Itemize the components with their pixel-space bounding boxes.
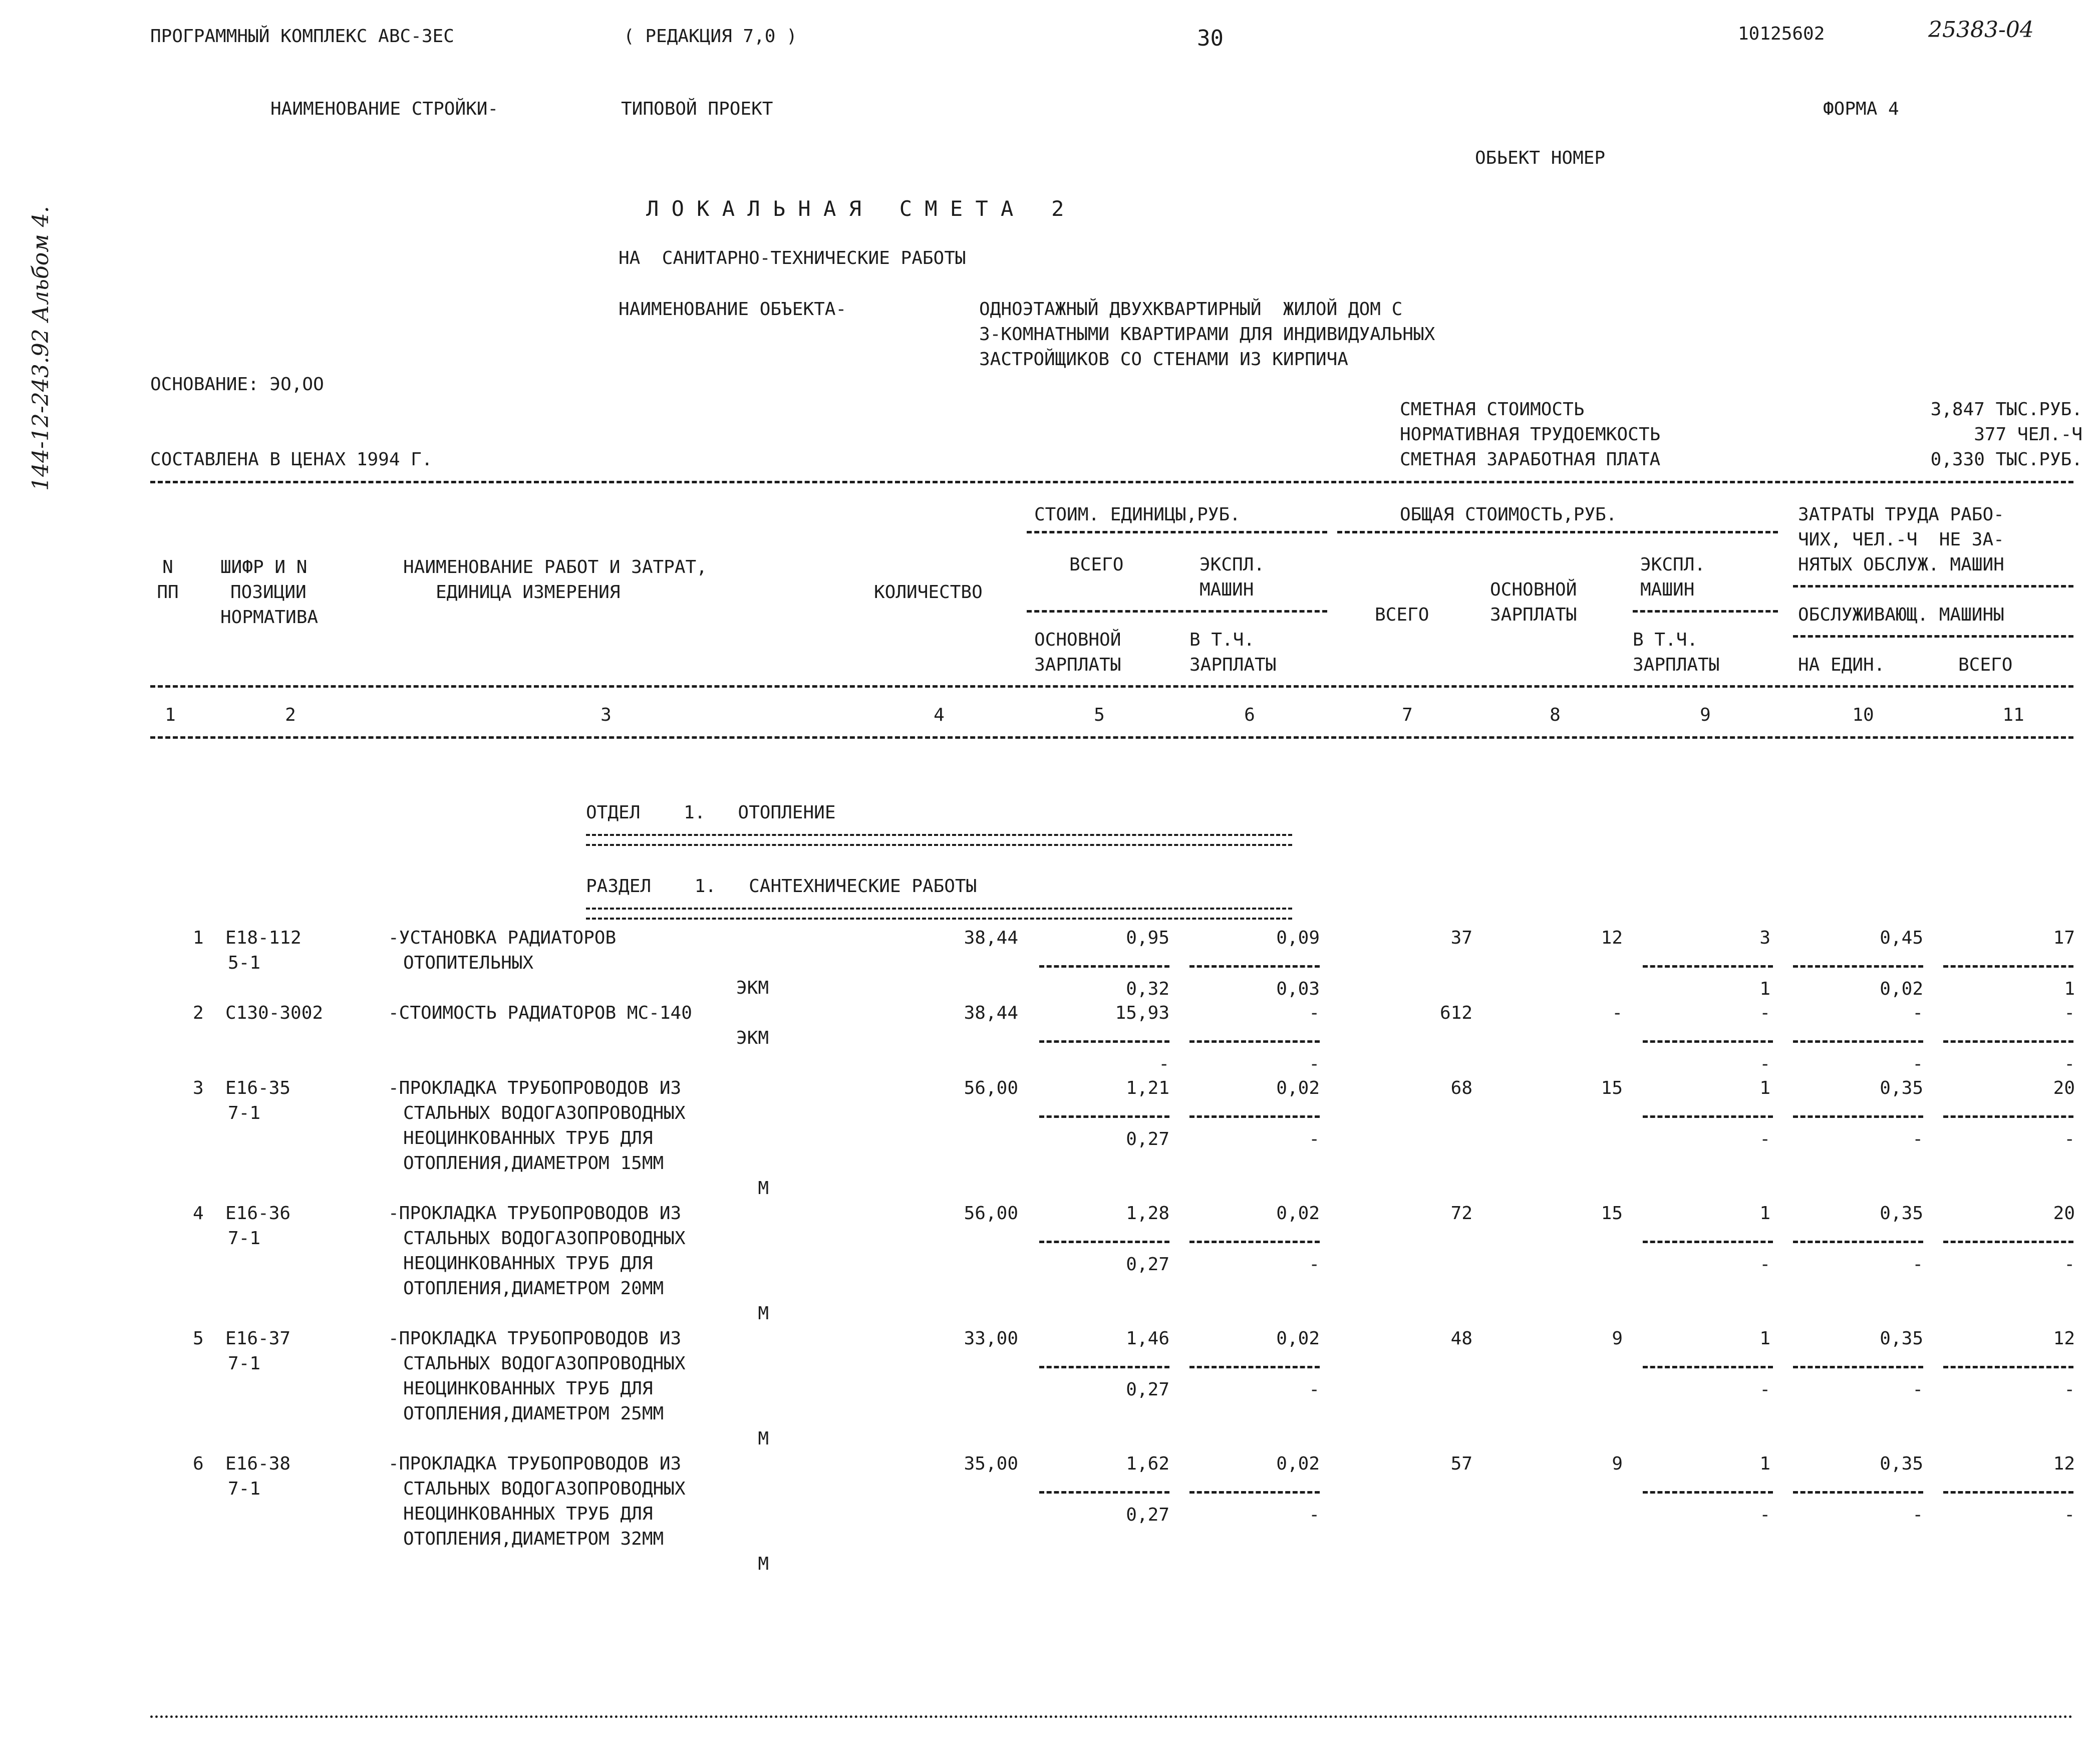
row-total-mach: 1 xyxy=(1759,1328,1770,1349)
row-code: Е18-112 xyxy=(225,928,302,948)
row-unit: ЭКМ xyxy=(736,1028,769,1048)
row-unit-basic: 0,27 xyxy=(1126,1254,1169,1275)
col-code-label-2: ПОЗИЦИИ xyxy=(230,582,307,603)
row-total-basic: 9 xyxy=(1612,1328,1623,1349)
row-total-incl: - xyxy=(1759,1254,1770,1275)
col-unit-mach-label-2: МАШИН xyxy=(1199,579,1254,600)
col-unit-total-label: ВСЕГО xyxy=(1069,554,1124,575)
row-number: 4 xyxy=(193,1203,204,1224)
row-qty: 35,00 xyxy=(964,1453,1018,1474)
row-unit-mach: 0,02 xyxy=(1276,1328,1320,1349)
row-total-incl: - xyxy=(1759,1054,1770,1074)
department-heading: ОТДЕЛ 1. ОТОПЛЕНИЕ xyxy=(586,802,836,823)
col-number-3: 3 xyxy=(601,705,612,725)
page-title: Л О К А Л Ь Н А Я С М Е Т А 2 xyxy=(646,196,1064,221)
col-number-4: 4 xyxy=(934,705,945,725)
row-unit-incl: - xyxy=(1309,1054,1320,1074)
row-unit-mach: - xyxy=(1309,1003,1320,1023)
col-labor-label-1: ЗАТРАТЫ ТРУДА РАБО- xyxy=(1798,504,2004,525)
row-code-sub: 7-1 xyxy=(228,1228,261,1249)
row-divider xyxy=(1039,1491,1169,1494)
row-code: Е16-37 xyxy=(225,1328,291,1349)
row-divider xyxy=(1643,965,1773,968)
row-name-line: СТАЛЬНЫХ ВОДОГАЗОПРОВОДНЫХ xyxy=(403,1228,686,1249)
row-unit-basic: 0,27 xyxy=(1126,1379,1169,1400)
row-name-line: -УСТАНОВКА РАДИАТОРОВ xyxy=(388,928,617,948)
row-total: 72 xyxy=(1450,1203,1472,1224)
edition: ( РЕДАКЦИЯ 7,0 ) xyxy=(624,26,797,47)
col-number-5: 5 xyxy=(1094,705,1105,725)
row-code: Е16-35 xyxy=(225,1078,291,1098)
col-n-label: N xyxy=(162,557,173,577)
col-total-incl-label-1: В Т.Ч. xyxy=(1633,630,1698,650)
row-labor-unit-sub: - xyxy=(1912,1254,1923,1275)
row-labor-unit-sub: - xyxy=(1912,1054,1923,1074)
row-labor-total: 20 xyxy=(2053,1078,2075,1098)
side-note: 144-12-243.92 Альбом 4. xyxy=(28,206,54,491)
row-name-line: НЕОЦИНКОВАННЫХ ТРУБ ДЛЯ xyxy=(403,1253,653,1274)
row-labor-total-sub: - xyxy=(2064,1254,2075,1275)
row-name-line: ОТОПЛЕНИЯ,ДИАМЕТРОМ 15ММ xyxy=(403,1153,664,1174)
row-unit-mach: 0,09 xyxy=(1276,928,1320,948)
col-total-incl-label-2: ЗАРПЛАТЫ xyxy=(1633,655,1720,675)
row-divider xyxy=(1643,1491,1773,1494)
row-name-line: НЕОЦИНКОВАННЫХ ТРУБ ДЛЯ xyxy=(403,1378,653,1399)
row-number: 1 xyxy=(193,928,204,948)
row-code: С130-3002 xyxy=(225,1003,324,1023)
row-total-mach: 1 xyxy=(1759,1078,1770,1098)
row-unit-cost: 0,95 xyxy=(1126,928,1169,948)
row-total-basic: 9 xyxy=(1612,1453,1623,1474)
object-label: НАИМЕНОВАНИЕ ОБЪЕКТА- xyxy=(619,299,847,320)
razdel-underline xyxy=(586,908,1292,920)
row-unit: М xyxy=(758,1554,769,1574)
construction-label: НАИМЕНОВАНИЕ СТРОЙКИ- xyxy=(270,99,499,119)
row-divider xyxy=(1189,965,1320,968)
row-unit-mach: 0,02 xyxy=(1276,1203,1320,1224)
row-qty: 56,00 xyxy=(964,1078,1018,1098)
col-number-11: 11 xyxy=(2002,705,2024,725)
row-total-incl: - xyxy=(1759,1505,1770,1525)
row-code-sub: 7-1 xyxy=(228,1103,261,1123)
row-labor-total: 17 xyxy=(2053,928,2075,948)
summary-label-2: НОРМАТИВНАЯ ТРУДОЕМКОСТЬ xyxy=(1400,424,1661,445)
row-total-basic: 15 xyxy=(1601,1078,1623,1098)
page-number: 30 xyxy=(1197,26,1224,51)
row-divider xyxy=(1943,1241,2073,1243)
row-total-mach: 1 xyxy=(1759,1453,1770,1474)
row-divider xyxy=(1039,1040,1169,1043)
row-qty: 38,44 xyxy=(964,928,1018,948)
row-name-line: -ПРОКЛАДКА ТРУБОПРОВОДОВ ИЗ xyxy=(388,1078,682,1098)
col-number-7: 7 xyxy=(1402,705,1413,725)
row-unit-incl: - xyxy=(1309,1379,1320,1400)
row-unit-basic: 0,32 xyxy=(1126,979,1169,999)
col-labor-unit-label: НА ЕДИН. xyxy=(1798,655,1885,675)
labor-rule-2 xyxy=(1793,635,2073,638)
document-code: 10125602 xyxy=(1738,24,1825,44)
row-total-mach: 3 xyxy=(1759,928,1770,948)
razdel-heading: РАЗДЕЛ 1. САНТЕХНИЧЕСКИЕ РАБОТЫ xyxy=(586,876,977,897)
row-labor-unit: 0,35 xyxy=(1880,1453,1923,1474)
row-labor-total-sub: 1 xyxy=(2064,979,2075,999)
col-total-basic-label-2: ЗАРПЛАТЫ xyxy=(1490,605,1577,625)
col-qty-label: КОЛИЧЕСТВО xyxy=(874,582,983,603)
object-line-2: 3-КОМНАТНЫМИ КВАРТИРАМИ ДЛЯ ИНДИВИДУАЛЬНЫХ xyxy=(979,324,1435,345)
row-total: 48 xyxy=(1450,1328,1472,1349)
row-name-line: -ПРОКЛАДКА ТРУБОПРОВОДОВ ИЗ xyxy=(388,1203,682,1224)
row-labor-total: 12 xyxy=(2053,1453,2075,1474)
row-divider xyxy=(1943,1366,2073,1368)
row-labor-unit: 0,35 xyxy=(1880,1328,1923,1349)
basis: ОСНОВАНИЕ: ЭО,ОО xyxy=(150,374,324,395)
row-total: 37 xyxy=(1450,928,1472,948)
row-labor-unit: 0,35 xyxy=(1880,1203,1923,1224)
col-pp-label: ПП xyxy=(157,582,179,603)
row-name-line: ОТОПИТЕЛЬНЫХ xyxy=(403,953,534,973)
row-divider xyxy=(1039,1366,1169,1368)
summary-label-3: СМЕТНАЯ ЗАРАБОТНАЯ ПЛАТА xyxy=(1400,449,1661,470)
unit-cost-sub-rule xyxy=(1027,610,1327,613)
row-number: 6 xyxy=(193,1453,204,1474)
row-divider xyxy=(1793,1366,1923,1368)
row-divider xyxy=(1189,1241,1320,1243)
object-line-3: ЗАСТРОЙЩИКОВ СО СТЕНАМИ ИЗ КИРПИЧА xyxy=(979,349,1348,370)
row-divider xyxy=(1943,1491,2073,1494)
row-divider xyxy=(1793,1115,1923,1118)
col-unit-basic-label-1: ОСНОВНОЙ xyxy=(1034,630,1121,650)
row-name-line: СТАЛЬНЫХ ВОДОГАЗОПРОВОДНЫХ xyxy=(403,1353,686,1374)
col-total-basic-label-1: ОСНОВНОЙ xyxy=(1490,579,1577,600)
row-unit: ЭКМ xyxy=(736,978,769,998)
object-line-1: ОДНОЭТАЖНЫЙ ДВУХКВАРТИРНЫЙ ЖИЛОЙ ДОМ С xyxy=(979,299,1403,320)
row-number: 5 xyxy=(193,1328,204,1349)
col-code-label-3: НОРМАТИВА xyxy=(220,607,319,628)
col-labor-label-2: ЧИХ, ЧЕЛ.-Ч НЕ ЗА- xyxy=(1798,529,2004,550)
row-unit-cost: 1,28 xyxy=(1126,1203,1169,1224)
row-divider xyxy=(1643,1366,1773,1368)
col-name-label-2: ЕДИНИЦА ИЗМЕРЕНИЯ xyxy=(436,582,621,603)
row-divider xyxy=(1943,1040,2073,1043)
row-divider xyxy=(1039,965,1169,968)
col-total-all-label: ВСЕГО xyxy=(1375,605,1429,625)
row-divider xyxy=(1793,965,1923,968)
row-name-line: СТАЛЬНЫХ ВОДОГАЗОПРОВОДНЫХ xyxy=(403,1103,686,1123)
col-unit-basic-label-2: ЗАРПЛАТЫ xyxy=(1034,655,1121,675)
table-rule-top xyxy=(150,481,2073,483)
row-name-line: НЕОЦИНКОВАННЫХ ТРУБ ДЛЯ xyxy=(403,1504,653,1524)
row-divider xyxy=(1643,1115,1773,1118)
row-code: Е16-36 xyxy=(225,1203,291,1224)
row-labor-total: - xyxy=(2064,1003,2075,1023)
row-name-line: НЕОЦИНКОВАННЫХ ТРУБ ДЛЯ xyxy=(403,1128,653,1148)
row-divider xyxy=(1793,1491,1923,1494)
row-total-basic: - xyxy=(1612,1003,1623,1023)
row-code-sub: 7-1 xyxy=(228,1353,261,1374)
row-name-line: ОТОПЛЕНИЯ,ДИАМЕТРОМ 25ММ xyxy=(403,1403,664,1424)
row-total: 68 xyxy=(1450,1078,1472,1098)
row-total-incl: - xyxy=(1759,1129,1770,1149)
col-unit-incl-label-1: В Т.Ч. xyxy=(1189,630,1255,650)
col-number-1: 1 xyxy=(165,705,176,725)
row-labor-total-sub: - xyxy=(2064,1379,2075,1400)
row-unit: М xyxy=(758,1428,769,1449)
row-unit: М xyxy=(758,1303,769,1324)
row-divider xyxy=(1643,1241,1773,1243)
row-code-sub: 7-1 xyxy=(228,1479,261,1499)
row-qty: 38,44 xyxy=(964,1003,1018,1023)
row-unit-basic: - xyxy=(1158,1054,1169,1074)
row-divider xyxy=(1943,1115,2073,1118)
col-number-6: 6 xyxy=(1244,705,1255,725)
row-unit-incl: - xyxy=(1309,1129,1320,1149)
row-labor-total-sub: - xyxy=(2064,1129,2075,1149)
row-number: 3 xyxy=(193,1078,204,1098)
row-name-line: -ПРОКЛАДКА ТРУБОПРОВОДОВ ИЗ xyxy=(388,1328,682,1349)
row-qty: 56,00 xyxy=(964,1203,1018,1224)
row-unit-incl: - xyxy=(1309,1254,1320,1275)
page-subtitle: НА САНИТАРНО-ТЕХНИЧЕСКИЕ РАБОТЫ xyxy=(619,248,966,268)
row-code: Е16-38 xyxy=(225,1453,291,1474)
row-labor-total: 12 xyxy=(2053,1328,2075,1349)
form-label: ФОРМА 4 xyxy=(1823,99,1899,119)
row-unit-mach: 0,02 xyxy=(1276,1078,1320,1098)
col-labor-sub-label: ОБСЛУЖИВАЮЩ. МАШИНЫ xyxy=(1798,605,2004,625)
row-labor-unit-sub: - xyxy=(1912,1379,1923,1400)
row-total: 57 xyxy=(1450,1453,1472,1474)
row-unit-cost: 1,21 xyxy=(1126,1078,1169,1098)
total-mach-rule xyxy=(1633,610,1778,613)
row-total-basic: 12 xyxy=(1601,928,1623,948)
row-divider xyxy=(1793,1040,1923,1043)
row-total-mach: - xyxy=(1759,1003,1770,1023)
col-labor-total-label: ВСЕГО xyxy=(1958,655,2013,675)
prices-note: СОСТАВЛЕНА В ЦЕНАХ 1994 Г. xyxy=(150,449,433,470)
summary-label-1: СМЕТНАЯ СТОИМОСТЬ xyxy=(1400,399,1585,420)
row-qty: 33,00 xyxy=(964,1328,1018,1349)
col-number-2: 2 xyxy=(285,705,296,725)
row-labor-total: 20 xyxy=(2053,1203,2075,1224)
page-end-rule xyxy=(150,1715,2073,1718)
col-number-9: 9 xyxy=(1700,705,1711,725)
row-labor-unit: 0,35 xyxy=(1880,1078,1923,1098)
table-rule-bottom xyxy=(150,736,2073,739)
row-divider xyxy=(1643,1040,1773,1043)
col-name-label-1: НАИМЕНОВАНИЕ РАБОТ И ЗАТРАТ, xyxy=(403,557,707,577)
row-unit-incl: 0,03 xyxy=(1276,979,1320,999)
row-total-basic: 15 xyxy=(1601,1203,1623,1224)
object-number-label: ОБЬЕКТ НОМЕР xyxy=(1475,148,1606,168)
row-divider xyxy=(1039,1115,1169,1118)
col-total-mach-label-1: ЭКСПЛ. xyxy=(1640,554,1706,575)
row-divider xyxy=(1039,1241,1169,1243)
row-labor-total-sub: - xyxy=(2064,1505,2075,1525)
handwritten-code: 25383-04 xyxy=(1928,17,2034,43)
row-name-line: -СТОИМОСТЬ РАДИАТОРОВ МС-140 xyxy=(388,1003,692,1023)
col-code-label-1: ШИФР И N xyxy=(220,557,308,577)
row-labor-unit-sub: - xyxy=(1912,1505,1923,1525)
row-divider xyxy=(1943,965,2073,968)
row-labor-unit: - xyxy=(1912,1003,1923,1023)
row-name-line: -ПРОКЛАДКА ТРУБОПРОВОДОВ ИЗ xyxy=(388,1453,682,1474)
row-divider xyxy=(1189,1040,1320,1043)
row-unit: М xyxy=(758,1178,769,1199)
row-unit-cost: 1,62 xyxy=(1126,1453,1169,1474)
row-labor-unit-sub: - xyxy=(1912,1129,1923,1149)
total-cost-rule xyxy=(1337,531,1778,533)
row-unit-cost: 15,93 xyxy=(1115,1003,1169,1023)
row-unit-basic: 0,27 xyxy=(1126,1129,1169,1149)
row-name-line: ОТОПЛЕНИЯ,ДИАМЕТРОМ 20ММ xyxy=(403,1278,664,1299)
row-divider xyxy=(1189,1366,1320,1368)
row-divider xyxy=(1793,1241,1923,1243)
col-labor-label-3: НЯТЫХ ОБСЛУЖ. МАШИН xyxy=(1798,554,2004,575)
row-name-line: СТАЛЬНЫХ ВОДОГАЗОПРОВОДНЫХ xyxy=(403,1479,686,1499)
row-unit-mach: 0,02 xyxy=(1276,1453,1320,1474)
summary-value-1: 3,847 ТЫС.РУБ. xyxy=(1930,399,2082,420)
row-unit-incl: - xyxy=(1309,1505,1320,1525)
row-divider xyxy=(1189,1115,1320,1118)
department-underline xyxy=(586,834,1292,846)
row-labor-unit: 0,45 xyxy=(1880,928,1923,948)
col-unit-cost-label: СТОИМ. ЕДИНИЦЫ,РУБ. xyxy=(1034,504,1241,525)
col-unit-incl-label-2: ЗАРПЛАТЫ xyxy=(1189,655,1277,675)
construction-value: ТИПОВОЙ ПРОЕКТ xyxy=(621,99,773,119)
row-unit-cost: 1,46 xyxy=(1126,1328,1169,1349)
row-total: 612 xyxy=(1439,1003,1472,1023)
row-divider xyxy=(1189,1491,1320,1494)
col-number-10: 10 xyxy=(1852,705,1874,725)
summary-value-2: 377 ЧЕЛ.-Ч xyxy=(1974,424,2082,445)
row-total-incl: - xyxy=(1759,1379,1770,1400)
labor-rule-1 xyxy=(1793,585,2073,588)
col-unit-mach-label-1: ЭКСПЛ. xyxy=(1199,554,1265,575)
row-labor-total-sub: - xyxy=(2064,1054,2075,1074)
row-labor-unit-sub: 0,02 xyxy=(1880,979,1923,999)
program-name: ПРОГРАММНЫЙ КОМПЛЕКС АВС-3ЕС xyxy=(150,26,454,47)
table-rule-mid xyxy=(150,685,2073,688)
row-unit-basic: 0,27 xyxy=(1126,1505,1169,1525)
row-code-sub: 5-1 xyxy=(228,953,261,973)
col-number-8: 8 xyxy=(1550,705,1561,725)
row-total-incl: 1 xyxy=(1759,979,1770,999)
row-number: 2 xyxy=(193,1003,204,1023)
row-name-line: ОТОПЛЕНИЯ,ДИАМЕТРОМ 32ММ xyxy=(403,1529,664,1549)
summary-value-3: 0,330 ТЫС.РУБ. xyxy=(1930,449,2082,470)
row-total-mach: 1 xyxy=(1759,1203,1770,1224)
col-total-mach-label-2: МАШИН xyxy=(1640,579,1695,600)
unit-cost-rule xyxy=(1027,531,1327,533)
col-total-cost-label: ОБЩАЯ СТОИМОСТЬ,РУБ. xyxy=(1400,504,1617,525)
